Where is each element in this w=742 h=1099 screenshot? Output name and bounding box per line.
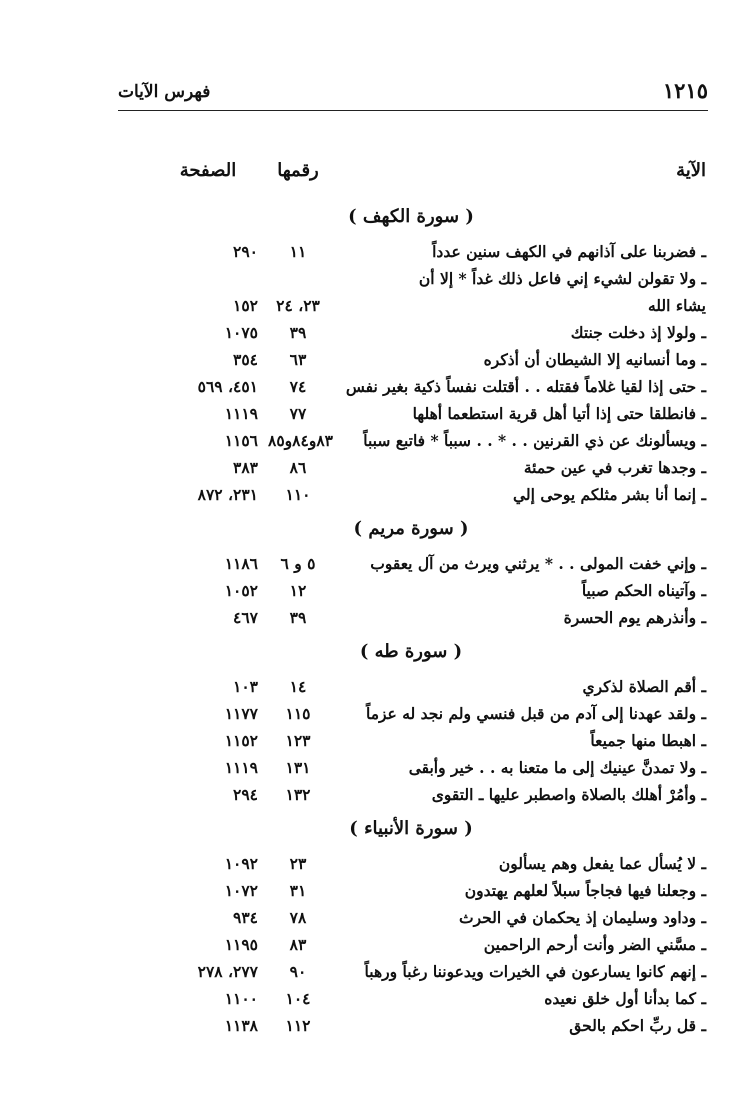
aya-number: ٩٠ (289, 962, 307, 981)
page-ref: ١١١٩ (224, 758, 258, 777)
aya-number: ٨٣ (289, 935, 307, 954)
aya-number: ٥ و ٦ (280, 554, 316, 573)
aya-number: ٣٩ (289, 608, 307, 627)
page-ref: ٢٣١، ٨٧٢ (197, 485, 258, 504)
page-ref: ١٠٩٢ (224, 854, 258, 873)
page-ref: ٣٥٤ (233, 350, 258, 369)
aya-number: ١١٥ (285, 704, 311, 723)
aya-number: ٣٩ (289, 323, 307, 342)
page-ref: ١١٨٦ (224, 554, 258, 573)
aya-text: ـ مسَّني الضر وأنت أرحم الراحمين (483, 935, 706, 954)
page-number: ١٢١٥ (662, 78, 708, 103)
index-row (0, 727, 742, 754)
surah-heading: ( سورة الكهف ) (348, 206, 474, 227)
aya-text: ـ فضربنا على آذانهم في الكهف سنين عدداً (432, 242, 706, 261)
index-row (0, 673, 742, 700)
page-ref: ٣٨٣ (233, 458, 258, 477)
aya-number: ١٣١ (285, 758, 311, 777)
page-ref: ١٥٢ (233, 296, 258, 315)
aya-text: ـ وما أنسانيه إلا الشيطان أن أذكره (483, 350, 706, 369)
aya-text: ـ ولا تقولن لشيء إني فاعل ذلك غداً * إلا أن (418, 269, 706, 288)
running-title: فهرس الآيات (118, 82, 211, 102)
index-row (0, 985, 742, 1012)
page-ref: ٤٥١، ٥٦٩ (197, 377, 258, 396)
page-ref: ١١٣٨ (224, 1016, 258, 1035)
aya-text: ـ وداود وسليمان إذ يحكمان في الحرث (458, 908, 706, 927)
aya-text: ـ وآتيناه الحكم صبياً (581, 581, 706, 600)
aya-text: ـ اهبطا منها جميعاً (590, 731, 706, 750)
index-row (0, 958, 742, 985)
page-ref: ١١٧٧ (224, 704, 258, 723)
aya-number: ٦٣ (289, 350, 307, 369)
aya-number: ١١٠ (285, 485, 311, 504)
aya-number: ٢٣، ٢٤ (276, 296, 320, 315)
page-ref: ١٠٥٢ (224, 581, 258, 600)
surah-heading: ( سورة طه ) (359, 641, 463, 662)
column-headers (0, 160, 742, 190)
page-ref: ١١٥٦ (224, 431, 258, 450)
aya-number: ١٤ (289, 677, 307, 696)
index-row (0, 481, 742, 508)
aya-number: ١١٢ (285, 1016, 311, 1035)
index-row (0, 781, 742, 808)
page-ref: ١١٥٢ (224, 731, 258, 750)
page-ref: ١٠٣ (233, 677, 258, 696)
index-row (0, 577, 742, 604)
aya-text: ـ وإني خفت المولى . . * يرثني ويرث من آل يعقوب (370, 554, 706, 573)
aya-number: ٣١ (289, 881, 307, 900)
index-row (0, 850, 742, 877)
index-row (0, 373, 742, 400)
aya-number: ٨٦ (289, 458, 307, 477)
index-content (0, 196, 742, 1039)
aya-text: ـ لا يُسأل عما يفعل وهم يسألون (498, 854, 706, 873)
page-ref: ٢٩٠ (233, 242, 258, 261)
index-row (0, 400, 742, 427)
header-rule (118, 110, 708, 111)
aya-text: ـ إنهم كانوا يسارعون في الخيرات ويدعوننا رغباً ورهباً (364, 962, 706, 981)
page-ref: ١١١٩ (224, 404, 258, 423)
aya-text: ـ كما بدأنا أول خلق نعيده (544, 989, 706, 1008)
aya-text: ـ أقم الصلاة لذكري (582, 677, 706, 696)
aya-text: يشاء الله (647, 296, 706, 315)
aya-text: ـ وأنذرهم يوم الحسرة (563, 608, 706, 627)
aya-number: ١٠٤ (285, 989, 311, 1008)
aya-text: ـ ولا تمدنَّ عينيك إلى ما متعنا به . . خير وأبقى (408, 758, 706, 777)
index-row (0, 346, 742, 373)
page-ref: ١١٠٠ (224, 989, 258, 1008)
index-row (0, 550, 742, 577)
index-row (0, 604, 742, 631)
aya-text: ـ ويسألونك عن ذي القرنين . . * . . سبباً * فاتبع سبباً (363, 431, 706, 450)
surah-heading: ( سورة مريم ) (353, 518, 469, 539)
index-row (0, 1012, 742, 1039)
aya-text: ـ فانطلقا حتى إذا أتيا أهل قرية استطعما أهلها (412, 404, 706, 423)
column-header-page: الصفحة (179, 160, 237, 181)
aya-text: ـ وجدها تغرب في عين حمئة (523, 458, 706, 477)
running-header (118, 78, 708, 112)
aya-text: ـ ولقد عهدنا إلى آدم من قبل فنسي ولم نجد له عزماً (365, 704, 706, 723)
page-ref: ١٠٧٢ (224, 881, 258, 900)
aya-number: ١٢٣ (285, 731, 311, 750)
page-ref: ٢٩٤ (233, 785, 258, 804)
column-header-number: رقمها (277, 160, 319, 181)
aya-text: ـ ولولا إذ دخلت جنتك (570, 323, 706, 342)
aya-number: ١٢ (289, 581, 307, 600)
index-row (0, 454, 742, 481)
page-ref: ١١٩٥ (224, 935, 258, 954)
aya-text: ـ قل ربِّ احكم بالحق (569, 1016, 706, 1035)
index-row (0, 754, 742, 781)
aya-text: ـ وأمُرْ أهلك بالصلاة واصطبر عليها ـ التقوى (431, 785, 706, 804)
index-row (0, 238, 742, 265)
aya-number: ٨٣و٨٤و٨٥ (268, 431, 333, 450)
aya-number: ٧٨ (289, 908, 307, 927)
index-row (0, 427, 742, 454)
aya-number: ٧٧ (289, 404, 307, 423)
aya-number: ١٣٢ (285, 785, 311, 804)
surah-heading: ( سورة الأنبياء ) (349, 818, 473, 839)
page-ref: ٤٦٧ (233, 608, 258, 627)
index-row (0, 292, 742, 319)
column-header-aya: الآية (676, 160, 706, 181)
aya-text: ـ وجعلنا فيها فجاجاً سبلاً لعلهم يهتدون (464, 881, 706, 900)
index-row (0, 700, 742, 727)
index-row (0, 877, 742, 904)
aya-number: ١١ (289, 242, 307, 261)
aya-number: ٧٤ (289, 377, 307, 396)
page-ref: ١٠٧٥ (224, 323, 258, 342)
aya-text: ـ إنما أنا بشر مثلكم يوحى إلي (512, 485, 706, 504)
index-row (0, 931, 742, 958)
page-ref: ٢٧٧، ٢٧٨ (197, 962, 258, 981)
index-row (0, 319, 742, 346)
index-row (0, 904, 742, 931)
aya-number: ٢٣ (289, 854, 307, 873)
index-row (0, 265, 742, 292)
page-ref: ٩٣٤ (233, 908, 258, 927)
aya-text: ـ حتى إذا لقيا غلاماً فقتله . . أقتلت نفساً ذكية بغير نفس (345, 377, 706, 396)
